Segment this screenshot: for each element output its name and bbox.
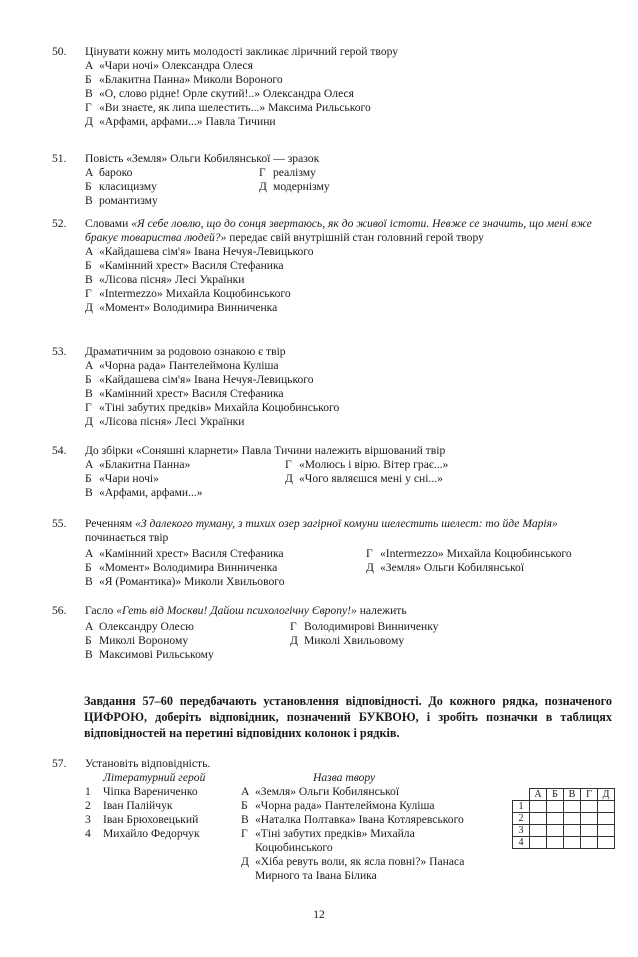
question-number: 54. bbox=[52, 444, 67, 457]
grid-cell[interactable] bbox=[530, 801, 547, 813]
grid-cell[interactable] bbox=[547, 801, 564, 813]
question-number: 51. bbox=[52, 152, 67, 165]
match-left-item: 1 Чіпка Варениченко bbox=[85, 785, 198, 798]
answer-option[interactable]: Г «Ви знаєте, як липа шелестить...» Максима Рильського bbox=[85, 101, 371, 114]
question-51 bbox=[52, 152, 612, 208]
answer-option[interactable]: А «Чорна рада» Пантелеймона Куліша bbox=[85, 359, 279, 372]
grid-row-header: 3 bbox=[513, 825, 530, 837]
grid-cell[interactable] bbox=[598, 813, 615, 825]
question-number: 55. bbox=[52, 517, 67, 530]
grid-cell[interactable] bbox=[530, 837, 547, 849]
question-stem: Словами «Я себе ловлю, що до сонця звертаюсь, як до живої істоти. Невже се значить, що мені вже бракує товариства людей?» передає свій внутрішній стан головний герой твору bbox=[85, 217, 592, 244]
page-number: 12 bbox=[313, 908, 325, 921]
answer-option[interactable]: В «Лісова пісня» Лесі Українки bbox=[85, 273, 245, 286]
grid-cell[interactable] bbox=[598, 837, 615, 849]
grid-col-header: Г bbox=[581, 789, 598, 801]
answer-option[interactable]: Д «Чого являєшся мені у сні...» bbox=[285, 472, 443, 485]
answer-option[interactable]: Г Володимирові Винниченку bbox=[290, 620, 439, 633]
question-55 bbox=[52, 517, 612, 589]
question-53 bbox=[52, 345, 612, 429]
match-right-item: Г «Тіні забутих предків» Михайла Коцюбинського bbox=[241, 827, 415, 854]
grid-cell[interactable] bbox=[564, 837, 581, 849]
answer-option[interactable]: Б Миколі Вороному bbox=[85, 634, 189, 647]
answer-option[interactable]: В «Я (Романтика)» Миколи Хвильового bbox=[85, 575, 285, 588]
question-number: 57. bbox=[52, 757, 67, 770]
match-left-item: 2 Іван Палійчук bbox=[85, 799, 173, 812]
grid-cell[interactable] bbox=[564, 801, 581, 813]
grid-col-header: А bbox=[530, 789, 547, 801]
answer-option[interactable]: Г «Intermezzo» Михайла Коцюбинського bbox=[85, 287, 291, 300]
grid-corner bbox=[513, 789, 530, 801]
question-stem: Реченням «З далекого туману, з тихих озер загірної комуни шелестить шелест: то йде Марія» починається твір bbox=[85, 517, 558, 544]
match-right-item: В «Наталка Полтавка» Івана Котляревського bbox=[241, 813, 464, 826]
grid-col-header: В bbox=[564, 789, 581, 801]
question-number: 53. bbox=[52, 345, 67, 358]
grid-cell[interactable] bbox=[564, 825, 581, 837]
answer-option[interactable]: А «Камінний хрест» Василя Стефаника bbox=[85, 547, 284, 560]
answer-option[interactable]: В романтизму bbox=[85, 194, 158, 207]
question-54 bbox=[52, 444, 612, 500]
grid-col-header: Д bbox=[598, 789, 615, 801]
answer-option[interactable]: В «О, слово рідне! Орле скутий!..» Олександра Олеся bbox=[85, 87, 354, 100]
grid-cell[interactable] bbox=[564, 813, 581, 825]
answer-option[interactable]: Б «Кайдашева сім'я» Івана Нечуя-Левицького bbox=[85, 373, 314, 386]
grid-cell[interactable] bbox=[547, 837, 564, 849]
question-56 bbox=[52, 604, 612, 662]
answer-option[interactable]: В «Арфами, арфами...» bbox=[85, 486, 203, 499]
question-50 bbox=[52, 45, 612, 129]
quote: «Я себе ловлю, що до сонця звертаюсь, як до живої істоти. Невже се значить, що мені вже бракує товариства людей?» bbox=[85, 217, 592, 244]
grid-row-header: 1 bbox=[513, 801, 530, 813]
answer-option[interactable]: А бароко bbox=[85, 166, 133, 179]
grid-cell[interactable] bbox=[530, 813, 547, 825]
answer-option[interactable]: Б «Момент» Володимира Винниченка bbox=[85, 561, 278, 574]
quote: «Геть від Москви! Дайош психологічну Європу!» bbox=[116, 604, 357, 617]
question-number: 52. bbox=[52, 217, 67, 230]
question-stem: Гасло «Геть від Москви! Дайош психологічну Європу!» належить bbox=[85, 604, 407, 617]
answer-option[interactable]: Д «Земля» Ольги Кобилянської bbox=[366, 561, 525, 574]
answer-option[interactable]: А «Чари ночі» Олександра Олеся bbox=[85, 59, 253, 72]
answer-option[interactable]: А «Кайдашева сім'я» Івана Нечуя-Левицького bbox=[85, 245, 314, 258]
grid-row-header: 2 bbox=[513, 813, 530, 825]
match-right-item: Д «Хіба ревуть воли, як ясла повні?» Панаса Мирного та Івана Білика bbox=[241, 855, 465, 882]
grid-cell[interactable] bbox=[581, 801, 598, 813]
grid-cell[interactable] bbox=[581, 825, 598, 837]
answer-option[interactable]: Г «Молюсь і вірю. Вітер грає...» bbox=[285, 458, 449, 471]
answer-option[interactable]: Д «Момент» Володимира Винниченка bbox=[85, 301, 278, 314]
answer-option[interactable]: Б «Блакитна Панна» Миколи Вороного bbox=[85, 73, 283, 86]
match-left-item: 3 Іван Брюховецький bbox=[85, 813, 199, 826]
question-number: 50. bbox=[52, 45, 67, 58]
grid-row-header: 4 bbox=[513, 837, 530, 849]
answer-option[interactable]: Г реалізму bbox=[259, 166, 316, 179]
answer-grid bbox=[512, 788, 615, 849]
answer-option[interactable]: А Олександру Олесю bbox=[85, 620, 194, 633]
grid-cell[interactable] bbox=[598, 825, 615, 837]
answer-option[interactable]: Б «Чари ночі» bbox=[85, 472, 159, 485]
grid-cell[interactable] bbox=[581, 813, 598, 825]
answer-option[interactable]: Д Миколі Хвильовому bbox=[290, 634, 405, 647]
matching-instruction: Завдання 57–60 передбачають установлення відповідності. До кожного рядка, позначеного ЦИФРОЮ, доберіть відповідник, позначений БУКВОЮ, і зробіть позначки в таблицях відповідностей на перетині відповідних колонок і рядків. bbox=[84, 694, 612, 740]
question-stem: Цінувати кожну мить молодості закликає ліричний герой твору bbox=[85, 45, 399, 58]
match-right-item: Б «Чорна рада» Пантелеймона Куліша bbox=[241, 799, 435, 812]
answer-option[interactable]: Д «Арфами, арфами...» Павла Тичини bbox=[85, 115, 276, 128]
answer-option[interactable]: Б «Камінний хрест» Василя Стефаника bbox=[85, 259, 284, 272]
question-stem: До збірки «Соняшні кларнети» Павла Тичини належить віршований твір bbox=[85, 444, 446, 457]
answer-option[interactable]: Б класицизму bbox=[85, 180, 157, 193]
question-stem: Драматичним за родовою ознакою є твір bbox=[85, 345, 286, 358]
question-number: 56. bbox=[52, 604, 67, 617]
right-column-header: Назва твору bbox=[313, 771, 376, 784]
answer-option[interactable]: В «Камінний хрест» Василя Стефаника bbox=[85, 387, 284, 400]
answer-option[interactable]: Г «Intermezzo» Михайла Коцюбинського bbox=[366, 547, 572, 560]
grid-col-header: Б bbox=[547, 789, 564, 801]
answer-option[interactable]: В Максимові Рильському bbox=[85, 648, 214, 661]
grid-cell[interactable] bbox=[547, 825, 564, 837]
grid-cell[interactable] bbox=[598, 801, 615, 813]
match-left-item: 4 Михайло Федорчук bbox=[85, 827, 200, 840]
answer-option[interactable]: Д «Лісова пісня» Лесі Українки bbox=[85, 415, 245, 428]
quote: «З далекого туману, з тихих озер загірної комуни шелестить шелест: то йде Марія» bbox=[135, 517, 558, 530]
question-52 bbox=[52, 217, 612, 315]
grid-cell[interactable] bbox=[547, 813, 564, 825]
question-stem: Повість «Земля» Ольги Кобилянської — зразок bbox=[85, 152, 320, 165]
left-column-header: Літературний герой bbox=[103, 771, 206, 784]
question-stem: Установіть відповідність. bbox=[85, 757, 211, 770]
answer-option[interactable]: А «Блакитна Панна» bbox=[85, 458, 191, 471]
answer-option[interactable]: Д модернізму bbox=[259, 180, 330, 193]
match-right-item: А «Земля» Ольги Кобилянської bbox=[241, 785, 400, 798]
grid-cell[interactable] bbox=[530, 825, 547, 837]
grid-cell[interactable] bbox=[581, 837, 598, 849]
answer-option[interactable]: Г «Тіні забутих предків» Михайла Коцюбинського bbox=[85, 401, 340, 414]
